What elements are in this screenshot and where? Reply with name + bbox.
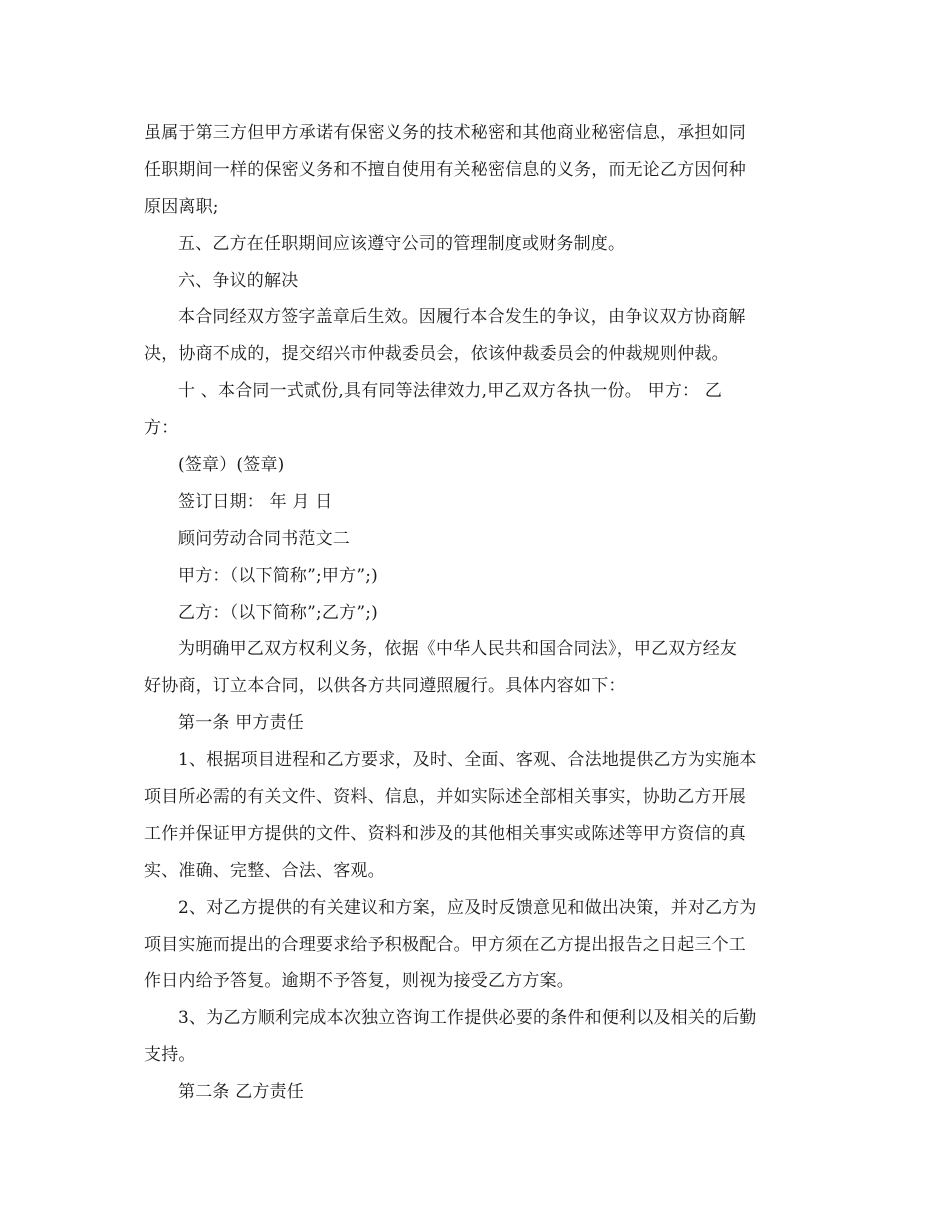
text-line: 为明确甲乙双方权利义务，依据《中华人民共和国合同法》，甲乙双方经友 [178, 639, 738, 660]
text-line: 工作并保证甲方提供的文件、资料和涉及的其他相关事实或陈述等甲方资信的真 [144, 823, 746, 844]
signing-date-line: 签订日期： 年 月 日 [178, 491, 333, 512]
text-line: 1、根据项目进程和乙方要求，及时、全面、客观、合法地提供乙方为实施本 [178, 750, 757, 771]
text-line: 好协商，订立本合同，以供各方共同遵照履行。具体内容如下： [144, 676, 626, 697]
text-line: 2、对乙方提供的有关建议和方案，应及时反馈意见和做出决策，并对乙方为 [178, 897, 757, 918]
party-a-line: 甲方：（以下简称”;甲方”;) [178, 565, 378, 586]
section-heading: 第一条 甲方责任 [178, 713, 305, 734]
text-line: 本合同经双方签字盖章后生效。因履行本合发生的争议，由争议双方协商解 [178, 307, 746, 328]
text-line: 虽属于第三方但甲方承诺有保密义务的技术秘密和其他商业秘密信息，承担如同 [144, 123, 746, 143]
text-line: 原因离职; [144, 196, 219, 217]
text-line: 十 、本合同一式贰份,具有同等法律效力,甲乙双方各执一份。 甲方： 乙 [178, 381, 723, 402]
text-line: 3、为乙方顺利完成本次独立咨询工作提供必要的条件和便利以及相关的后勤 [178, 1008, 757, 1029]
text-line: 决，协商不成的，提交绍兴市仲裁委员会，依该仲裁委员会的仲裁规则仲裁。 [144, 344, 729, 365]
text-line: 方： [144, 418, 179, 439]
section-heading: 六、争议的解决 [178, 270, 299, 291]
text-line: 项目实施而提出的合理要求给予积极配合。甲方须在乙方提出报告之日起三个工 [144, 934, 746, 955]
section-heading: 第二条 乙方责任 [178, 1082, 305, 1103]
text-line: 支持。 [144, 1045, 196, 1066]
document-title: 顾问劳动合同书范文二 [178, 528, 350, 549]
text-line: 作日内给予答复。逾期不予答复，则视为接受乙方方案。 [144, 971, 574, 992]
party-b-line: 乙方：（以下简称”;乙方”;) [178, 602, 378, 623]
text-line: 实、准确、完整、合法、客观。 [144, 860, 385, 881]
text-line: 五、乙方在任职期间应该遵守公司的管理制度或财务制度。 [178, 233, 626, 254]
text-line: 任职期间一样的保密义务和不擅自使用有关秘密信息的义务，而无论乙方因何种 [144, 159, 746, 180]
text-line: 项目所必需的有关文件、资料、信息，并如实际述全部相关事实，协助乙方开展 [144, 787, 746, 808]
signature-line: (签章）(签章) [178, 455, 285, 476]
document-body [144, 115, 814, 1111]
